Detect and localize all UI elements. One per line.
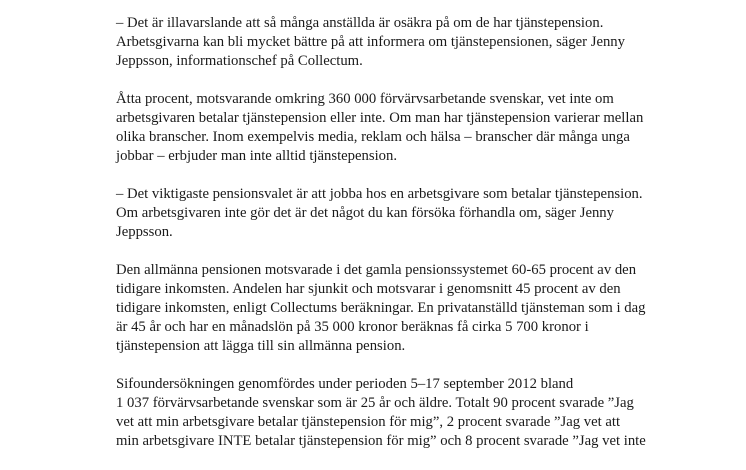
article-body — [116, 14, 726, 470]
text-line: Om arbetsgivaren inte gör det är det något du kan försöka förhandla om, säger Jenny — [116, 205, 614, 221]
text-line: är 45 år och har en månadslön på 35 000 kronor beräknas få cirka 5 700 kronor i — [116, 319, 589, 335]
paragraph-eight-percent — [116, 90, 726, 166]
text-line: min arbetsgivare INTE betalar tjänstepension för mig” och 8 procent svarade ”Jag vet inte — [116, 433, 646, 449]
text-line: tidigare inkomsten, enligt Collectums beräkningar. En privatanställd tjänsteman som i dag — [116, 300, 646, 316]
text-line: 1 037 förvärvsarbetande svenskar som är 25 år och äldre. Totalt 90 procent svarade ”Jag — [116, 395, 634, 411]
paragraph-general-pension — [116, 261, 726, 356]
paragraph-pension-choice — [116, 185, 726, 242]
text-line: Åtta procent, motsvarande omkring 360 000 förvärvsarbetande svenskar, vet inte om — [116, 91, 614, 107]
text-line: – Det är illavarslande att så många anställda är osäkra på om de har tjänstepension. — [116, 15, 604, 31]
text-line: vet att min arbetsgivare betalar tjänstepension för mig”, 2 procent svarade ”Jag vet att — [116, 414, 621, 430]
text-line: tidigare inkomsten. Andelen har sjunkit och motsvarar i genomsnitt 45 procent av den — [116, 281, 621, 297]
paragraph-quote-intro — [116, 14, 726, 71]
text-line: Sifoundersökningen genomfördes under perioden 5–17 september 2012 bland — [116, 376, 574, 392]
text-line: Jeppsson, informationschef på Collectum. — [116, 53, 363, 69]
text-line: olika branscher. Inom exempelvis media, reklam och hälsa – branscher där många unga — [116, 129, 630, 145]
text-line: Jeppsson. — [116, 224, 173, 240]
text-line: Arbetsgivarna kan bli mycket bättre på att informera om tjänstepensionen, säger Jenny — [116, 34, 625, 50]
text-line: jobbar – erbjuder man inte alltid tjänstepension. — [116, 148, 398, 164]
paragraph-sifo-survey — [116, 375, 726, 451]
text-line: Den allmänna pensionen motsvarade i det gamla pensionssystemet 60-65 procent av den — [116, 262, 637, 278]
text-line: – Det viktigaste pensionsvalet är att jobba hos en arbetsgivare som betalar tjänstepension. — [116, 186, 643, 202]
text-line: arbetsgivaren betalar tjänstepension eller inte. Om man har tjänstepension varierar mellan — [116, 110, 644, 126]
text-line: tjänstepension att lägga till sin allmänna pension. — [116, 338, 406, 354]
